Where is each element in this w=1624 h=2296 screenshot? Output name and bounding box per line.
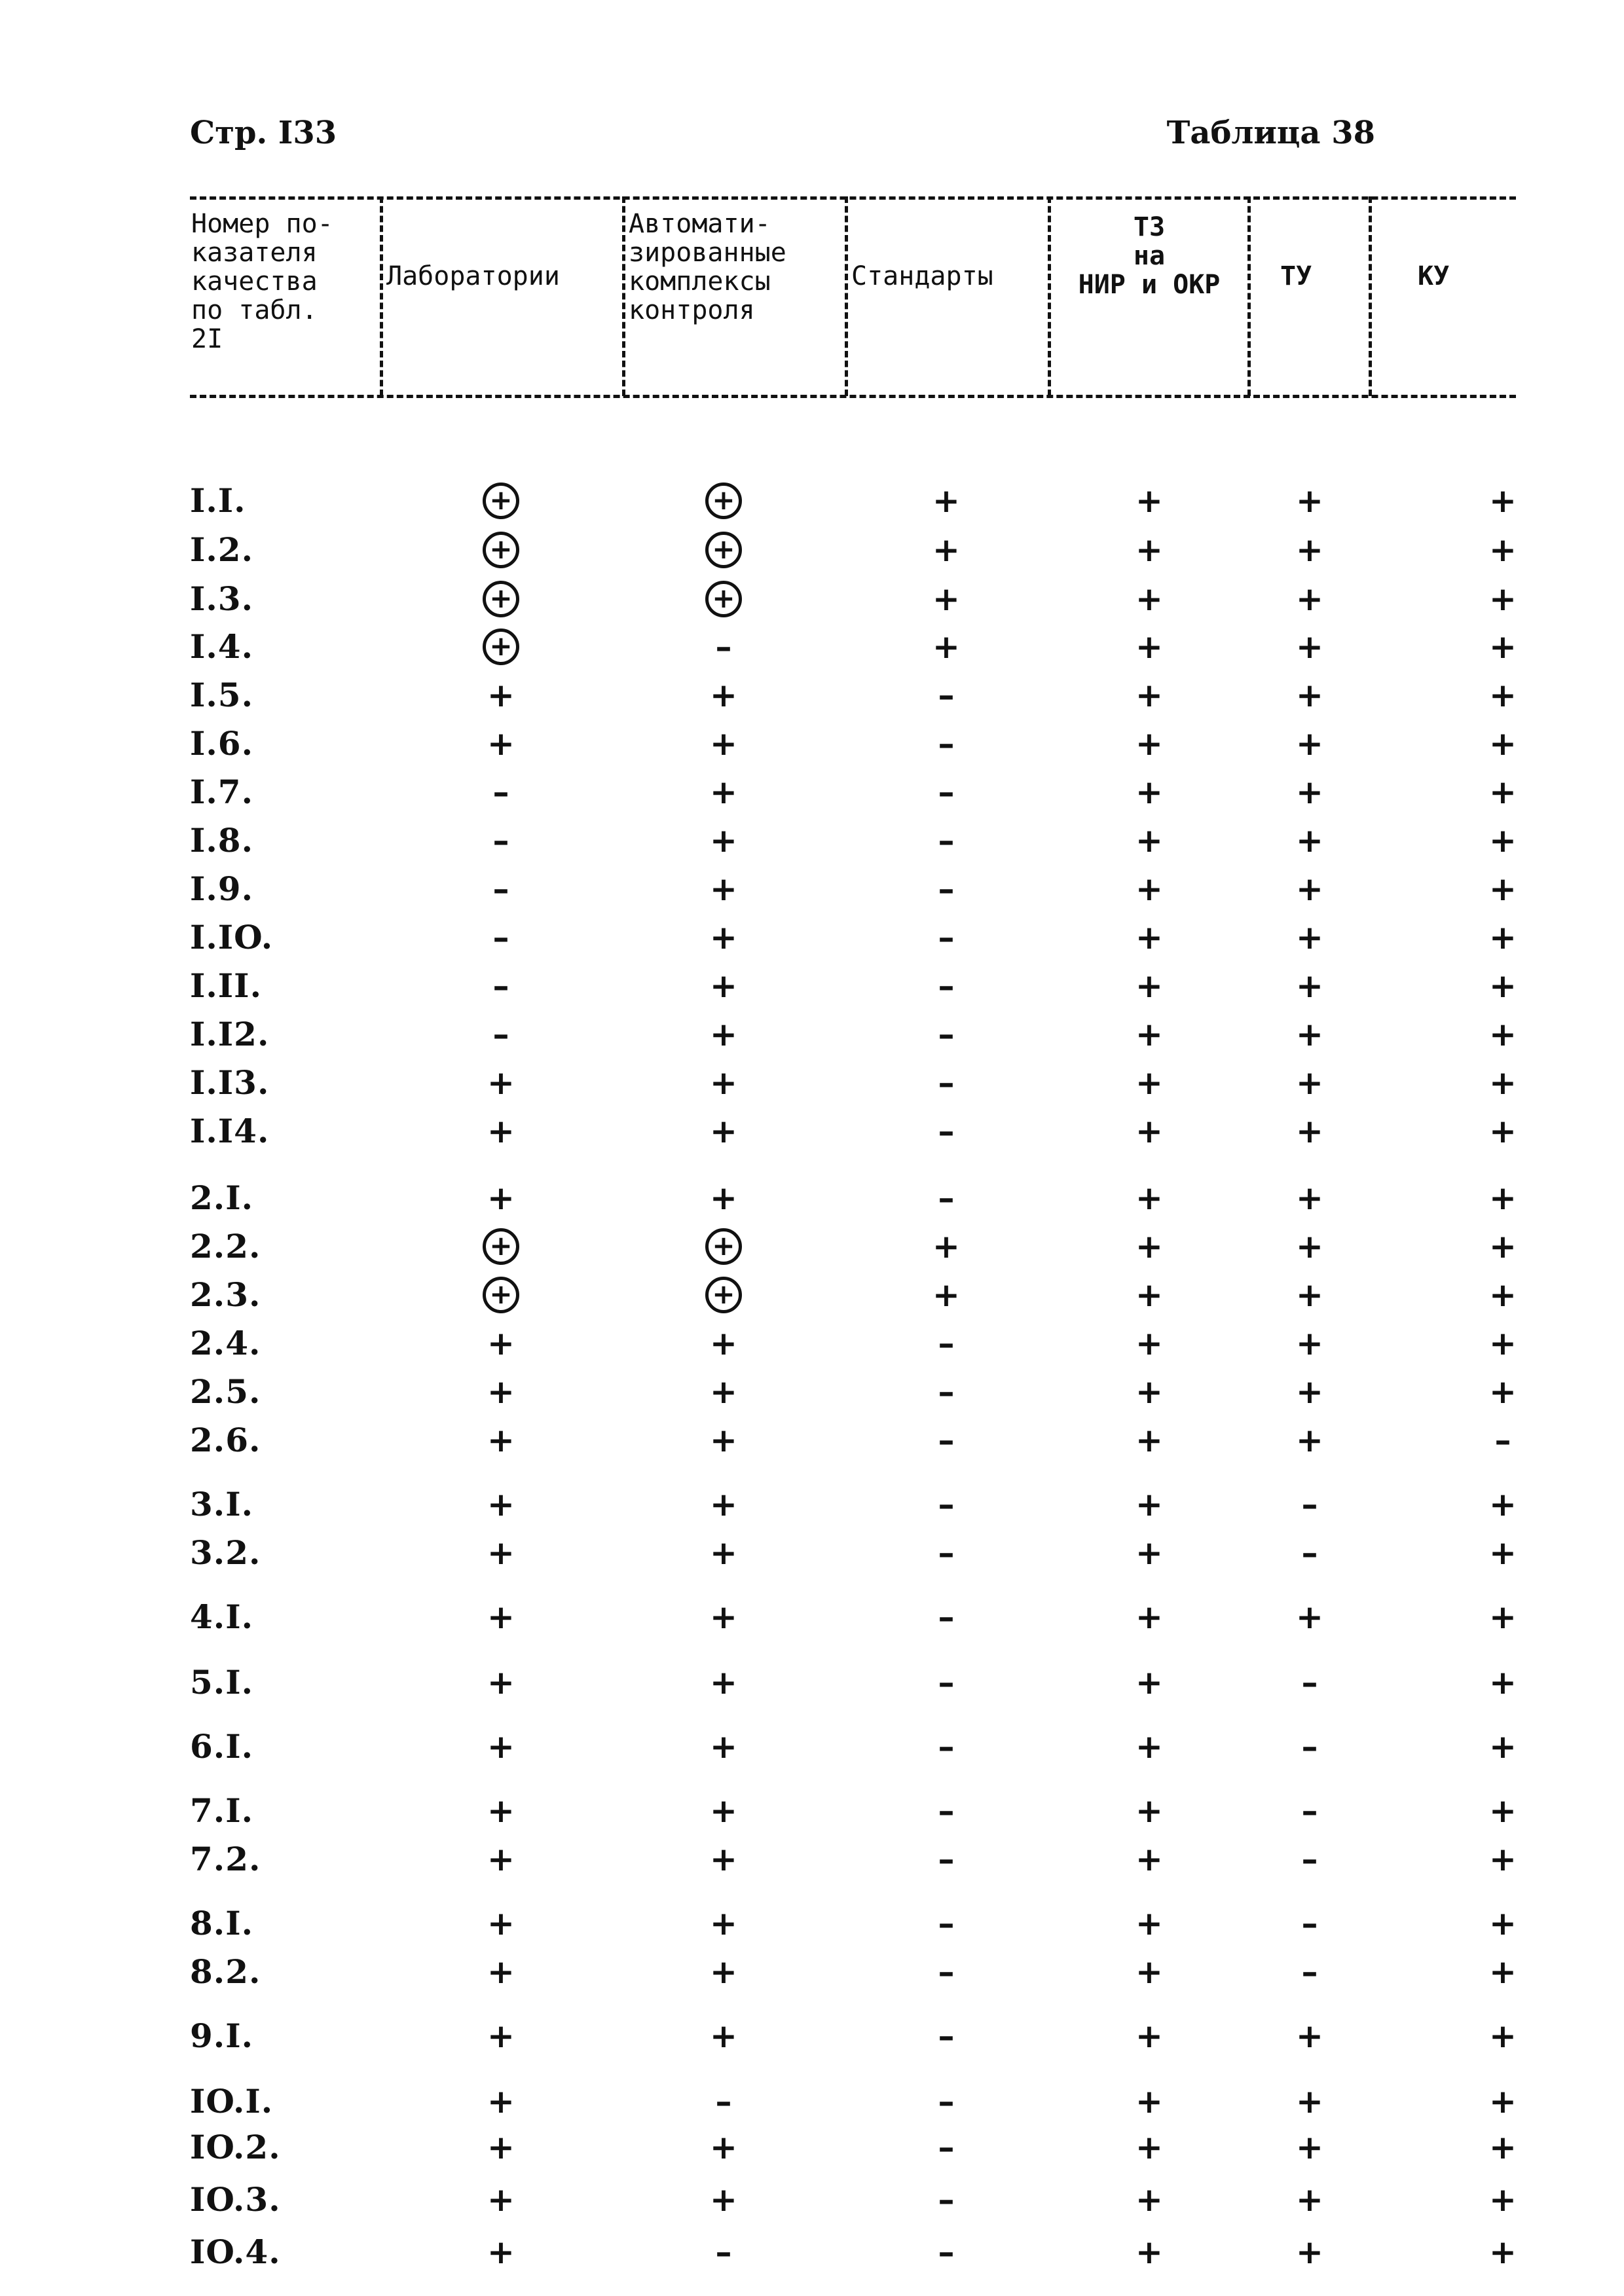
table-row [190, 1112, 1516, 1160]
dash-mark: – [938, 2181, 955, 2219]
circled-plus-mark: + [483, 483, 519, 519]
plus-mark: + [487, 1664, 515, 1702]
dash-mark: – [938, 2128, 955, 2166]
dash-mark: – [1301, 1664, 1318, 1702]
table-row [190, 724, 1516, 773]
dash-mark: – [492, 773, 509, 811]
indicator-number: 2.3. [190, 1275, 261, 1314]
plus-mark: + [1296, 1228, 1323, 1266]
table-row [190, 579, 1516, 628]
plus-mark: + [710, 1015, 737, 1053]
indicator-number: IO.4. [190, 2232, 281, 2271]
plus-mark: + [932, 531, 960, 569]
dash-mark: – [938, 2233, 955, 2271]
indicator-number: IO.2. [190, 2128, 281, 2166]
plus-mark: + [1296, 482, 1323, 520]
indicator-number: I.I2. [190, 1015, 270, 1053]
plus-mark: + [932, 1276, 960, 1314]
plus-mark: + [487, 1728, 515, 1766]
page-number: Стр. I33 [190, 115, 337, 151]
plus-mark: + [1296, 1598, 1323, 1636]
plus-mark: + [487, 2128, 515, 2166]
plus-mark: + [710, 676, 737, 714]
plus-mark: + [1135, 1598, 1163, 1636]
plus-mark: + [487, 1534, 515, 1572]
indicator-number: 6.I. [190, 1727, 253, 1766]
plus-mark: + [487, 2181, 515, 2219]
plus-mark: + [1489, 1373, 1517, 1411]
table-number: Таблица 38 [1166, 115, 1375, 151]
plus-mark: + [487, 1179, 515, 1217]
circled-plus-mark: + [705, 1277, 742, 1313]
dash-mark: – [1301, 1534, 1318, 1572]
plus-mark: + [1296, 1373, 1323, 1411]
plus-mark: + [710, 822, 737, 860]
plus-mark: + [1489, 1485, 1517, 1523]
plus-mark: + [710, 1324, 737, 1362]
plus-mark: + [710, 1421, 737, 1459]
plus-mark: + [1135, 1904, 1163, 1942]
plus-mark: + [1296, 1324, 1323, 1362]
dash-mark: – [938, 1064, 955, 1102]
plus-mark: + [1135, 1728, 1163, 1766]
table-row [190, 1727, 1516, 1776]
table-row [190, 481, 1516, 530]
indicator-number: I.8. [190, 821, 253, 860]
table-row [190, 2016, 1516, 2065]
plus-mark: + [710, 870, 737, 908]
table-row [190, 1063, 1516, 1112]
column-separator [622, 196, 625, 396]
plus-mark: + [710, 1534, 737, 1572]
indicator-number: I.6. [190, 724, 253, 763]
dash-mark: – [938, 1598, 955, 1636]
plus-mark: + [1489, 1792, 1517, 1830]
indicator-number: 7.2. [190, 1840, 261, 1878]
plus-mark: + [710, 2017, 737, 2055]
indicator-number: IO.3. [190, 2180, 281, 2219]
indicator-number: 2.4. [190, 1324, 261, 1362]
plus-mark: + [1489, 531, 1517, 569]
plus-mark: + [487, 1598, 515, 1636]
plus-mark: + [710, 1112, 737, 1150]
dash-mark: – [938, 1664, 955, 1702]
plus-mark: + [1135, 1179, 1163, 1217]
plus-mark: + [710, 1728, 737, 1766]
plus-mark: + [1135, 870, 1163, 908]
plus-mark: + [710, 1485, 737, 1523]
indicator-number: 8.I. [190, 1904, 253, 1942]
circled-plus-mark: + [483, 629, 519, 665]
column-separator [845, 196, 848, 396]
plus-mark: + [1296, 725, 1323, 763]
plus-mark: + [1135, 1485, 1163, 1523]
plus-mark: + [1489, 1728, 1517, 1766]
plus-mark: + [1489, 482, 1517, 520]
dash-mark: – [938, 1953, 955, 1991]
circled-plus-mark: + [705, 532, 742, 568]
plus-mark: + [1489, 1598, 1517, 1636]
plus-mark: + [1135, 1112, 1163, 1150]
plus-mark: + [1489, 2233, 1517, 2271]
indicator-number: I.9. [190, 869, 253, 908]
plus-mark: + [1135, 2233, 1163, 2271]
plus-mark: + [1296, 1064, 1323, 1102]
dash-mark: – [938, 1904, 955, 1942]
table-row [190, 869, 1516, 918]
table-row [190, 1952, 1516, 2001]
header-standards: Стандарты [851, 261, 993, 291]
indicator-number: 2.I. [190, 1178, 253, 1217]
indicator-number: I.I3. [190, 1063, 270, 1102]
plus-mark: + [1135, 1840, 1163, 1878]
table-row [190, 2180, 1516, 2229]
header-indicator-number: Номер по- казателя качества по табл. 2I [191, 209, 333, 354]
plus-mark: + [710, 2181, 737, 2219]
table-row [190, 773, 1516, 821]
plus-mark: + [710, 1179, 737, 1217]
plus-mark: + [1489, 1953, 1517, 1991]
column-separator [1247, 196, 1251, 396]
indicator-number: 7.I. [190, 1791, 253, 1830]
plus-mark: + [1135, 531, 1163, 569]
plus-mark: + [487, 1485, 515, 1523]
plus-mark: + [710, 725, 737, 763]
dash-mark: – [938, 773, 955, 811]
indicator-number: 3.2. [190, 1533, 261, 1572]
plus-mark: + [1296, 2233, 1323, 2271]
plus-mark: + [487, 1373, 515, 1411]
plus-mark: + [1135, 919, 1163, 957]
table-row [190, 530, 1516, 579]
circled-plus-mark: + [705, 581, 742, 617]
plus-mark: + [1489, 1179, 1517, 1217]
plus-mark: + [1296, 2181, 1323, 2219]
plus-mark: + [710, 1064, 737, 1102]
indicator-number: I.5. [190, 676, 253, 714]
dash-mark: – [938, 1792, 955, 1830]
plus-mark: + [1135, 1015, 1163, 1053]
plus-mark: + [1296, 919, 1323, 957]
dash-mark: – [938, 725, 955, 763]
dash-mark: – [1301, 1792, 1318, 1830]
indicator-number: 5.I. [190, 1663, 253, 1702]
table-row [190, 1791, 1516, 1840]
indicator-number: I.2. [190, 530, 253, 569]
indicator-number: 3.I. [190, 1485, 253, 1523]
dash-mark: – [938, 1421, 955, 1459]
indicator-number: I.7. [190, 773, 253, 811]
plus-mark: + [710, 1840, 737, 1878]
plus-mark: + [1489, 822, 1517, 860]
plus-mark: + [1135, 676, 1163, 714]
plus-mark: + [1489, 1534, 1517, 1572]
plus-mark: + [1296, 1421, 1323, 1459]
plus-mark: + [1135, 967, 1163, 1005]
plus-mark: + [1489, 1112, 1517, 1150]
plus-mark: + [1489, 1664, 1517, 1702]
table-row [190, 1015, 1516, 1063]
plus-mark: + [1296, 1015, 1323, 1053]
plus-mark: + [710, 2128, 737, 2166]
dash-mark: – [938, 967, 955, 1005]
plus-mark: + [1296, 1276, 1323, 1314]
table-row [190, 1840, 1516, 1888]
plus-mark: + [487, 1064, 515, 1102]
plus-mark: + [932, 1228, 960, 1266]
plus-mark: + [710, 967, 737, 1005]
dash-mark: – [938, 1015, 955, 1053]
table-row [190, 821, 1516, 869]
table-row [190, 1275, 1516, 1324]
plus-mark: + [1135, 1373, 1163, 1411]
dash-mark: – [715, 2233, 732, 2271]
table-row [190, 627, 1516, 676]
dash-mark: – [938, 1373, 955, 1411]
dash-mark: – [492, 919, 509, 957]
plus-mark: + [1489, 967, 1517, 1005]
dash-mark: – [938, 1179, 955, 1217]
header-tz: ТЗ на НИР и ОКР [1078, 212, 1221, 300]
dash-mark: – [938, 822, 955, 860]
dash-mark: – [1301, 1840, 1318, 1878]
plus-mark: + [1489, 1276, 1517, 1314]
plus-mark: + [1489, 580, 1517, 618]
table-row [190, 1178, 1516, 1227]
header-automated-complexes: Автомати- зированные комплексы контроля [629, 209, 786, 325]
dash-mark: – [715, 2083, 732, 2121]
plus-mark: + [487, 1112, 515, 1150]
plus-mark: + [1135, 2083, 1163, 2121]
plus-mark: + [932, 628, 960, 666]
indicator-number: 2.2. [190, 1227, 261, 1266]
plus-mark: + [1296, 676, 1323, 714]
dash-mark: – [938, 1324, 955, 1362]
table-row [190, 1227, 1516, 1275]
circled-plus-mark: + [483, 581, 519, 617]
circled-plus-mark: + [483, 532, 519, 568]
plus-mark: + [1489, 1904, 1517, 1942]
plus-mark: + [1135, 1792, 1163, 1830]
plus-mark: + [1135, 1953, 1163, 1991]
dash-mark: – [938, 870, 955, 908]
plus-mark: + [487, 676, 515, 714]
plus-mark: + [1135, 2017, 1163, 2055]
plus-mark: + [1489, 1840, 1517, 1878]
dash-mark: – [1301, 1953, 1318, 1991]
plus-mark: + [710, 1373, 737, 1411]
plus-mark: + [1135, 628, 1163, 666]
plus-mark: + [1296, 870, 1323, 908]
plus-mark: + [487, 2083, 515, 2121]
plus-mark: + [1489, 628, 1517, 666]
plus-mark: + [1296, 2128, 1323, 2166]
plus-mark: + [1489, 773, 1517, 811]
table-row [190, 1485, 1516, 1533]
plus-mark: + [710, 773, 737, 811]
plus-mark: + [1135, 1064, 1163, 1102]
indicator-number: I.4. [190, 627, 253, 666]
column-separator [1369, 196, 1372, 396]
plus-mark: + [1489, 1064, 1517, 1102]
table-row [190, 1904, 1516, 1952]
dash-mark: – [1301, 1485, 1318, 1523]
indicator-number: 2.5. [190, 1372, 261, 1411]
dash-mark: – [1494, 1421, 1511, 1459]
table-row [190, 2232, 1516, 2281]
plus-mark: + [710, 1598, 737, 1636]
dash-mark: – [938, 2017, 955, 2055]
table-row [190, 1597, 1516, 1646]
plus-mark: + [1135, 1228, 1163, 1266]
indicator-number: 9.I. [190, 2016, 253, 2055]
dash-mark: – [938, 1534, 955, 1572]
indicator-number: IO.I. [190, 2082, 274, 2121]
header-top-rule [190, 196, 1516, 200]
plus-mark: + [1296, 822, 1323, 860]
plus-mark: + [1296, 531, 1323, 569]
header-tu: ТУ [1280, 261, 1312, 291]
plus-mark: + [1489, 1015, 1517, 1053]
dash-mark: – [938, 1485, 955, 1523]
table-row [190, 1372, 1516, 1421]
plus-mark: + [1135, 1534, 1163, 1572]
circled-plus-mark: + [705, 483, 742, 519]
table-row [190, 1663, 1516, 1711]
plus-mark: + [487, 1792, 515, 1830]
plus-mark: + [710, 1792, 737, 1830]
table-row [190, 1533, 1516, 1582]
plus-mark: + [1489, 2083, 1517, 2121]
plus-mark: + [1135, 773, 1163, 811]
dash-mark: – [715, 628, 732, 666]
dash-mark: – [938, 1728, 955, 1766]
indicator-number: I.II. [190, 966, 262, 1005]
indicator-number: I.3. [190, 579, 253, 618]
indicator-number: 4.I. [190, 1597, 253, 1636]
table-row [190, 2128, 1516, 2176]
plus-mark: + [1135, 580, 1163, 618]
dash-mark: – [938, 1840, 955, 1878]
header-ku: КУ [1418, 261, 1450, 291]
plus-mark: + [1296, 1179, 1323, 1217]
dash-mark: – [1301, 1904, 1318, 1942]
indicator-number: I.I. [190, 481, 246, 520]
plus-mark: + [487, 1421, 515, 1459]
table-row [190, 1324, 1516, 1372]
dash-mark: – [492, 967, 509, 1005]
plus-mark: + [1489, 676, 1517, 714]
plus-mark: + [1489, 1324, 1517, 1362]
plus-mark: + [487, 2017, 515, 2055]
dash-mark: – [492, 870, 509, 908]
dash-mark: – [938, 676, 955, 714]
plus-mark: + [1135, 2181, 1163, 2219]
table-row [190, 918, 1516, 966]
circled-plus-mark: + [705, 1228, 742, 1265]
dash-mark: – [492, 1015, 509, 1053]
plus-mark: + [1135, 725, 1163, 763]
indicator-number: 2.6. [190, 1421, 261, 1459]
indicator-number: I.IO. [190, 918, 274, 957]
plus-mark: + [487, 2233, 515, 2271]
plus-mark: + [1296, 1112, 1323, 1150]
header-bottom-rule [190, 395, 1516, 398]
circled-plus-mark: + [483, 1277, 519, 1313]
plus-mark: + [1135, 1421, 1163, 1459]
plus-mark: + [1489, 2128, 1517, 2166]
plus-mark: + [1296, 967, 1323, 1005]
plus-mark: + [710, 1904, 737, 1942]
dash-mark: – [1301, 1728, 1318, 1766]
plus-mark: + [710, 1953, 737, 1991]
header-laboratories: Лаборатории [386, 261, 560, 291]
table-row [190, 676, 1516, 724]
dash-mark: – [938, 919, 955, 957]
plus-mark: + [487, 725, 515, 763]
dash-mark: – [938, 2083, 955, 2121]
plus-mark: + [710, 919, 737, 957]
plus-mark: + [1489, 1228, 1517, 1266]
plus-mark: + [1489, 2181, 1517, 2219]
plus-mark: + [1489, 919, 1517, 957]
table-row [190, 966, 1516, 1015]
plus-mark: + [487, 1904, 515, 1942]
column-separator [380, 196, 383, 396]
plus-mark: + [710, 1664, 737, 1702]
plus-mark: + [1296, 580, 1323, 618]
plus-mark: + [1135, 482, 1163, 520]
plus-mark: + [1489, 725, 1517, 763]
plus-mark: + [1489, 2017, 1517, 2055]
plus-mark: + [1135, 1276, 1163, 1314]
dash-mark: – [938, 1112, 955, 1150]
plus-mark: + [1135, 1664, 1163, 1702]
indicator-number: I.I4. [190, 1112, 270, 1150]
dash-mark: – [492, 822, 509, 860]
plus-mark: + [932, 580, 960, 618]
table-row [190, 2082, 1516, 2130]
plus-mark: + [1296, 628, 1323, 666]
plus-mark: + [1135, 1324, 1163, 1362]
plus-mark: + [1296, 2083, 1323, 2121]
indicator-number: 8.2. [190, 1952, 261, 1991]
plus-mark: + [1489, 870, 1517, 908]
plus-mark: + [487, 1840, 515, 1878]
plus-mark: + [932, 482, 960, 520]
plus-mark: + [1135, 822, 1163, 860]
plus-mark: + [1296, 773, 1323, 811]
circled-plus-mark: + [483, 1228, 519, 1265]
plus-mark: + [1296, 2017, 1323, 2055]
plus-mark: + [487, 1953, 515, 1991]
plus-mark: + [487, 1324, 515, 1362]
table-row [190, 1421, 1516, 1469]
page-header [190, 108, 1375, 167]
plus-mark: + [1135, 2128, 1163, 2166]
